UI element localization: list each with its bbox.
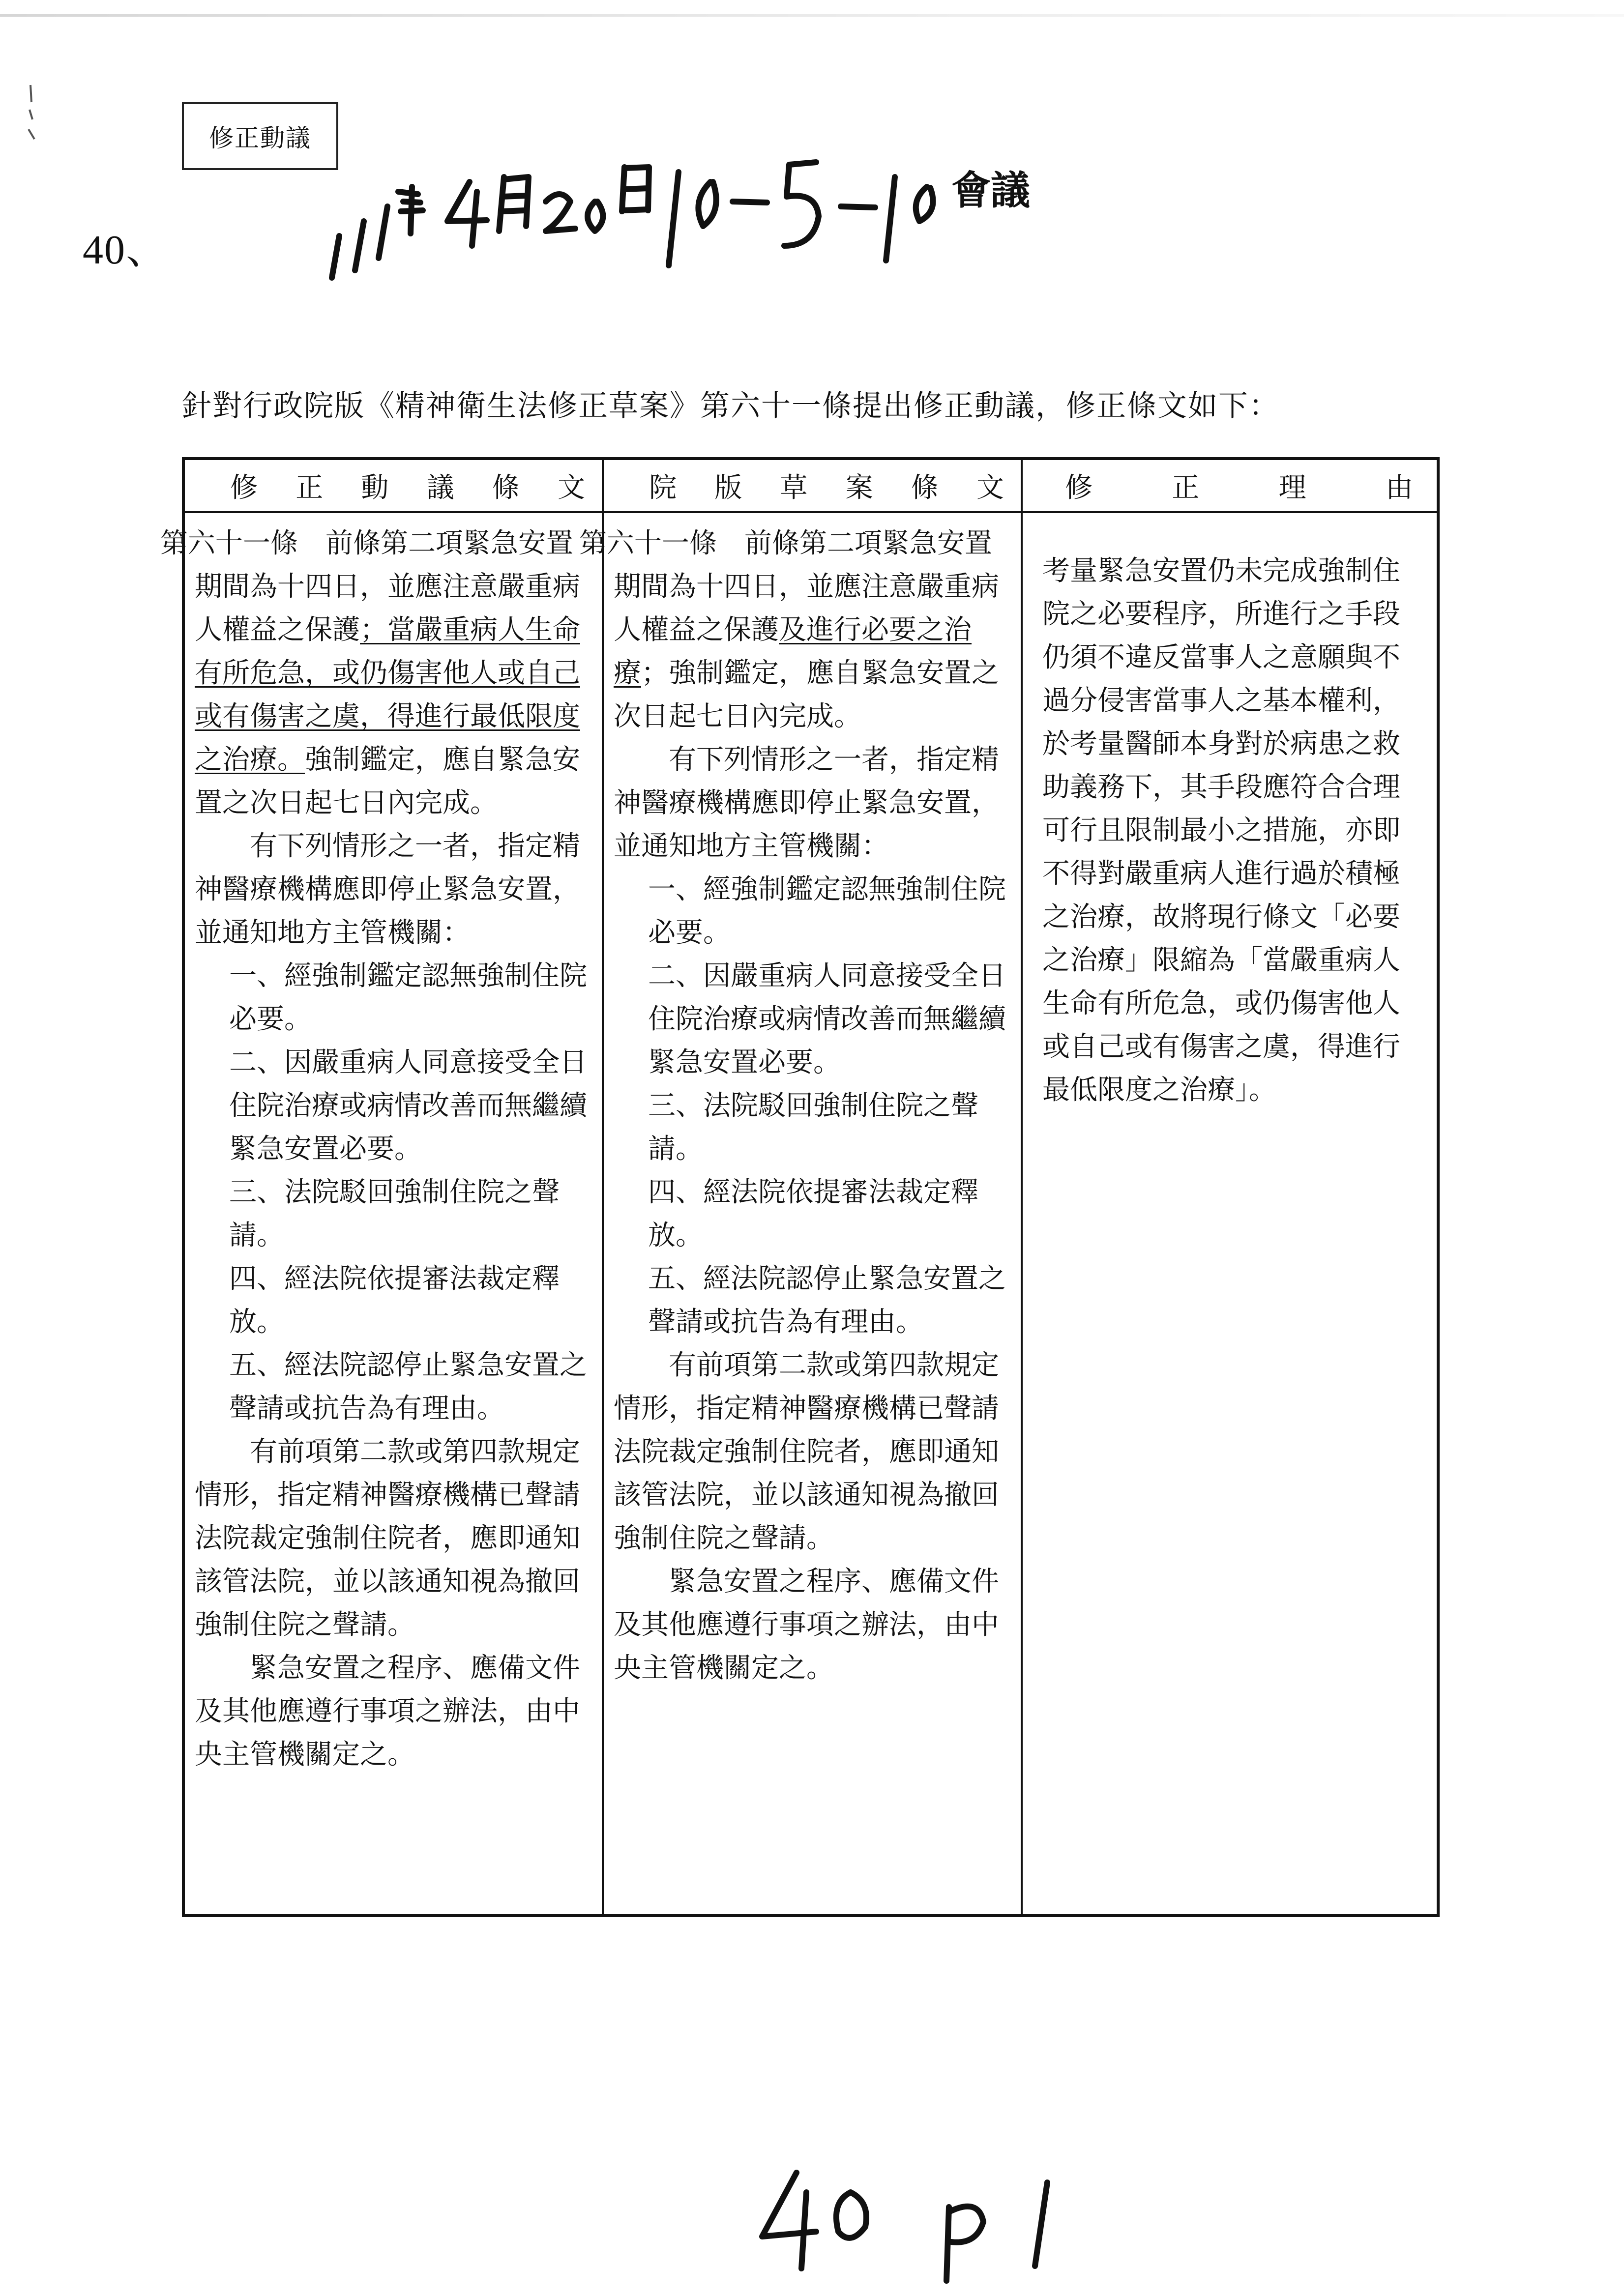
header-char: 案 [845,472,873,504]
header-char: 文 [557,472,585,504]
list-item: 三、法院駁回強制住院之聲請。 [648,1090,978,1165]
header-reason [1023,460,1437,513]
list-item: 一、經強制鑑定認無強制住院必要。 [229,960,587,1035]
list-item: 四、經法院依提審法裁定釋放。 [229,1263,560,1338]
header-char: 動 [361,472,389,504]
header-char: 院 [649,472,677,504]
list-item: 三、法院駁回強制住院之聲請。 [229,1176,560,1251]
reason-text: 考量緊急安置仍未完成強制住院之必要程序，所進行之手段仍須不違反當事人之意願與不過分侵害當事人之基本權利，於考量醫師本身對於病患之救助義務下，其手段應符合合理可行且限制最小之措施，亦即不得對嚴重病人進行過於積極之治療，故將現行條文「必要之治療」限縮為「當嚴重病人生命有所危急，或仍傷害他人或自己或有傷害之虞，得進行最低限度之治療」。 [1042,555,1400,1106]
paragraph-text: 前條第二項緊急安置期間為十四日，並應注意嚴重病人權益之保護 [614,527,999,646]
draft-paragraph-3: 有前項第二款或第四款規定情形，指定精神醫療機構已聲請法院裁定強制住院者，應即通知該管法院，並以該通知視為撤回強制住院之聲請。 [614,1349,999,1554]
draft-paragraph-2: 有下列情形之一者，指定精神醫療機構應即停止緊急安置，並通知地方主管機關： [614,744,999,862]
article-label: 第六十一條 [160,527,298,559]
article-label: 第六十一條 [579,527,717,559]
header-char: 修 [230,472,258,504]
header-char: 理 [1278,472,1306,504]
header-char: 條 [492,472,520,504]
header-char: 文 [976,472,1004,504]
header-char: 由 [1385,472,1413,504]
motion-paragraph-2: 有下列情形之一者，指定精神醫療機構應即停止緊急安置，並通知地方主管機關： [195,830,580,949]
header-char: 條 [911,472,939,504]
list-item: 五、經法院認停止緊急安置之聲請或抗告為有理由。 [229,1349,587,1424]
comparison-table [160,457,1440,1917]
motion-paragraph-1 [160,522,592,825]
header-motion-articles [185,460,604,513]
header-draft-articles [604,460,1023,513]
motion-stamp-box [182,102,338,170]
header-char: 修 [1065,472,1093,504]
intro-text: 針對行政院版《精神衛生法修正草案》第六十一條提出修正動議，修正條文如下： [182,389,1279,423]
underlined-amendment: ；當嚴重病人生命有所危急，或仍傷害他人或自己或有傷害之虞，得進行最低限度之治療。 [195,614,580,776]
scan-edge-line [0,14,1624,17]
motion-article-cell [160,513,604,1914]
list-item: 一、經強制鑑定認無強制住院必要。 [648,873,1006,949]
paragraph-text: 前條第二項緊急安置期間為十四日，並應注意嚴重病人權益之保護 [195,527,580,646]
draft-paragraph-4: 緊急安置之程序、應備文件及其他應遵行事項之辦法，由中央主管機關定之。 [614,1566,999,1684]
paragraph-text: ；強制鑑定，應自緊急安置之次日起七日內完成。 [614,657,999,732]
list-item: 四、經法院依提審法裁定釋放。 [648,1176,978,1251]
header-char: 正 [1172,472,1200,504]
header-char: 正 [295,472,324,504]
draft-article-cell [579,513,1023,1914]
motion-stamp-label: 修正動議 [209,124,311,152]
list-item: 二、因嚴重病人同意接受全日住院治療或病情改善而無繼續緊急安置必要。 [648,960,1006,1078]
list-item: 五、經法院認停止緊急安置之聲請或抗告為有理由。 [648,1263,1006,1338]
underlined-text: 及進行必要之治療 [614,614,972,689]
handwritten-meeting-text: 會議 [951,168,1030,213]
motion-paragraph-4: 緊急安置之程序、應備文件及其他應遵行事項之辦法，由中央主管機關定之。 [195,1652,580,1771]
list-item: 二、因嚴重病人同意接受全日住院治療或病情改善而無繼續緊急安置必要。 [229,1046,587,1165]
handwritten-page-number [752,2163,1096,2286]
header-char: 草 [780,472,808,504]
margin-scribble [25,83,39,142]
draft-paragraph-1 [579,522,1011,738]
paragraph-text: 強制鑑定，應自緊急安置之次日起七日內完成。 [195,744,580,819]
handwritten-date [329,147,1165,285]
header-char: 版 [714,472,742,504]
motion-paragraph-3: 有前項第二款或第四款規定情形，指定精神醫療機構已聲請法院裁定強制住院者，應即通知該管法院，並以該通知視為撤回強制住院之聲請。 [195,1436,580,1641]
reason-cell [1023,513,1437,1914]
item-number: 40、 [83,227,169,273]
header-char: 議 [426,472,454,504]
